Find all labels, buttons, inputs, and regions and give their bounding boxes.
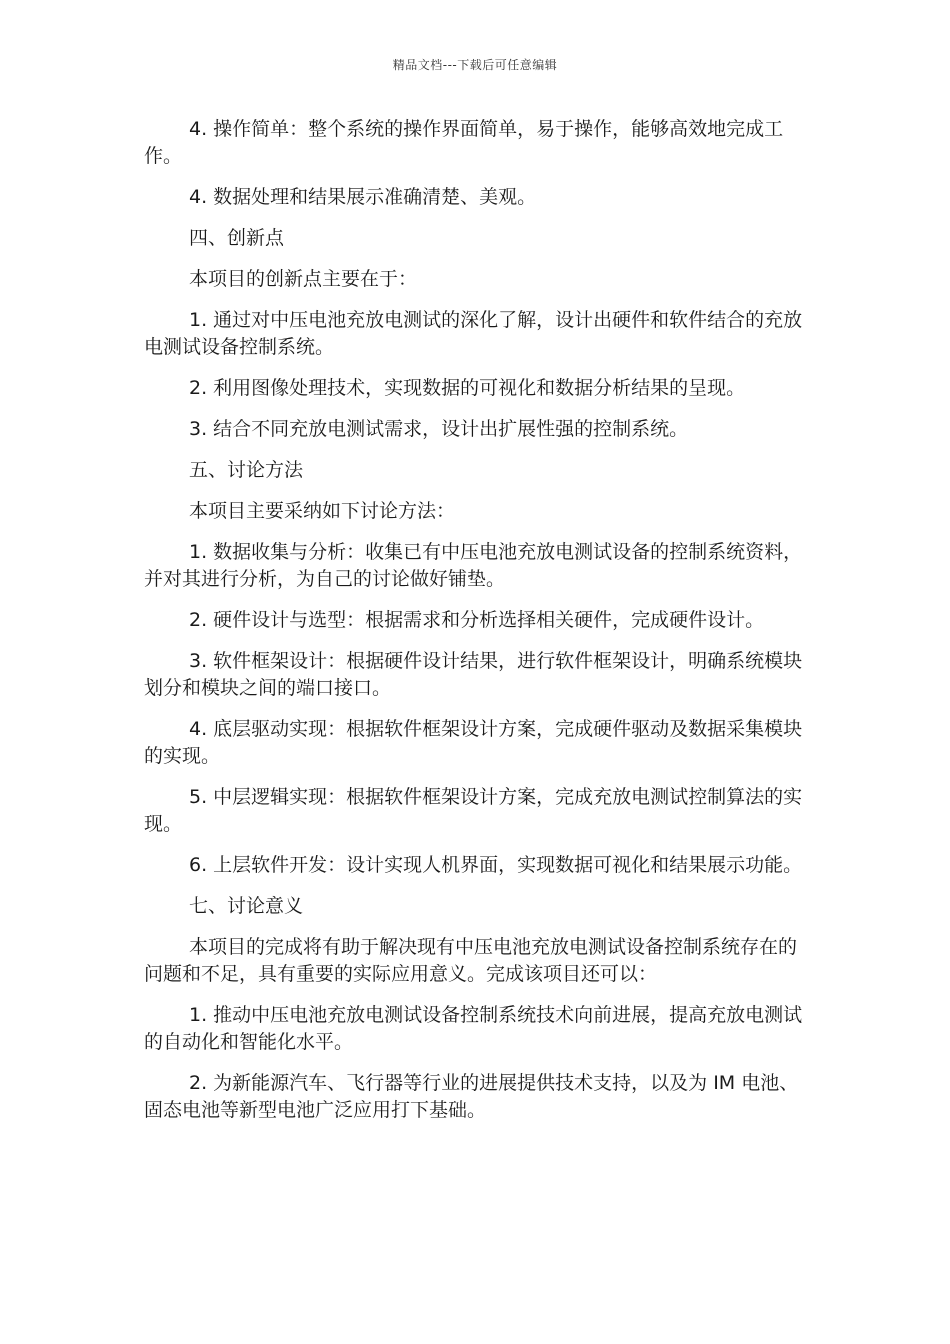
- section-heading-methods: 五、讨论方法: [189, 459, 304, 481]
- paragraph-innovation-intro: 本项目的创新点主要在于：: [189, 268, 418, 290]
- section-heading-innovation: 四、创新点: [189, 227, 285, 249]
- list-item-significance-1: 1. 推动中压电池充放电测试设备控制系统技术向前进展，提高充放电测试的自动化和智能化水平。: [144, 1004, 803, 1053]
- section-heading-significance: 七、讨论意义: [189, 895, 304, 917]
- list-item-method-6: 6. 上层软件开发：设计实现人机界面，实现数据可视化和结果展示功能。: [189, 854, 803, 876]
- list-item-innovation-3: 3. 结合不同充放电测试需求，设计出扩展性强的控制系统。: [189, 418, 689, 440]
- paragraph-operation-simple: 4. 操作简单：整个系统的操作界面简单，易于操作，能够高效地完成工作。: [144, 118, 784, 167]
- list-item-method-4: 4. 底层驱动实现：根据软件框架设计方案，完成硬件驱动及数据采集模块的实现。: [144, 718, 803, 767]
- document-body: [144, 116, 808, 1138]
- paragraph-methods-intro: 本项目主要采纳如下讨论方法：: [189, 500, 456, 522]
- list-item-innovation-1: 1. 通过对中压电池充放电测试的深化了解，设计出硬件和软件结合的充放电测试设备控制系统。: [144, 309, 803, 358]
- list-item-method-5: 5. 中层逻辑实现：根据软件框架设计方案，完成充放电测试控制算法的实现。: [144, 786, 803, 835]
- list-item-method-2: 2. 硬件设计与选型：根据需求和分析选择相关硬件，完成硬件设计。: [189, 609, 765, 631]
- paragraph-data-display: 4. 数据处理和结果展示准确清楚、美观。: [189, 186, 537, 208]
- page-header: 精品文档---下载后可任意编辑: [392, 58, 558, 72]
- list-item-significance-2: 2. 为新能源汽车、飞行器等行业的进展提供技术支持，以及为 IM 电池、固态电池等新型电池广泛应用打下基础。: [144, 1072, 799, 1121]
- paragraph-significance-intro: 本项目的完成将有助于解决现有中压电池充放电测试设备控制系统存在的问题和不足，具有重要的实际应用意义。完成该项目还可以：: [144, 936, 798, 985]
- list-item-innovation-2: 2. 利用图像处理技术，实现数据的可视化和数据分析结果的呈现。: [189, 377, 746, 399]
- list-item-method-3: 3. 软件框架设计：根据硬件设计结果，进行软件框架设计，明确系统模块划分和模块之间的端口接口。: [144, 650, 803, 699]
- list-item-method-1: 1. 数据收集与分析：收集已有中压电池充放电测试设备的控制系统资料，并对其进行分析，为自己的讨论做好铺垫。: [144, 541, 803, 590]
